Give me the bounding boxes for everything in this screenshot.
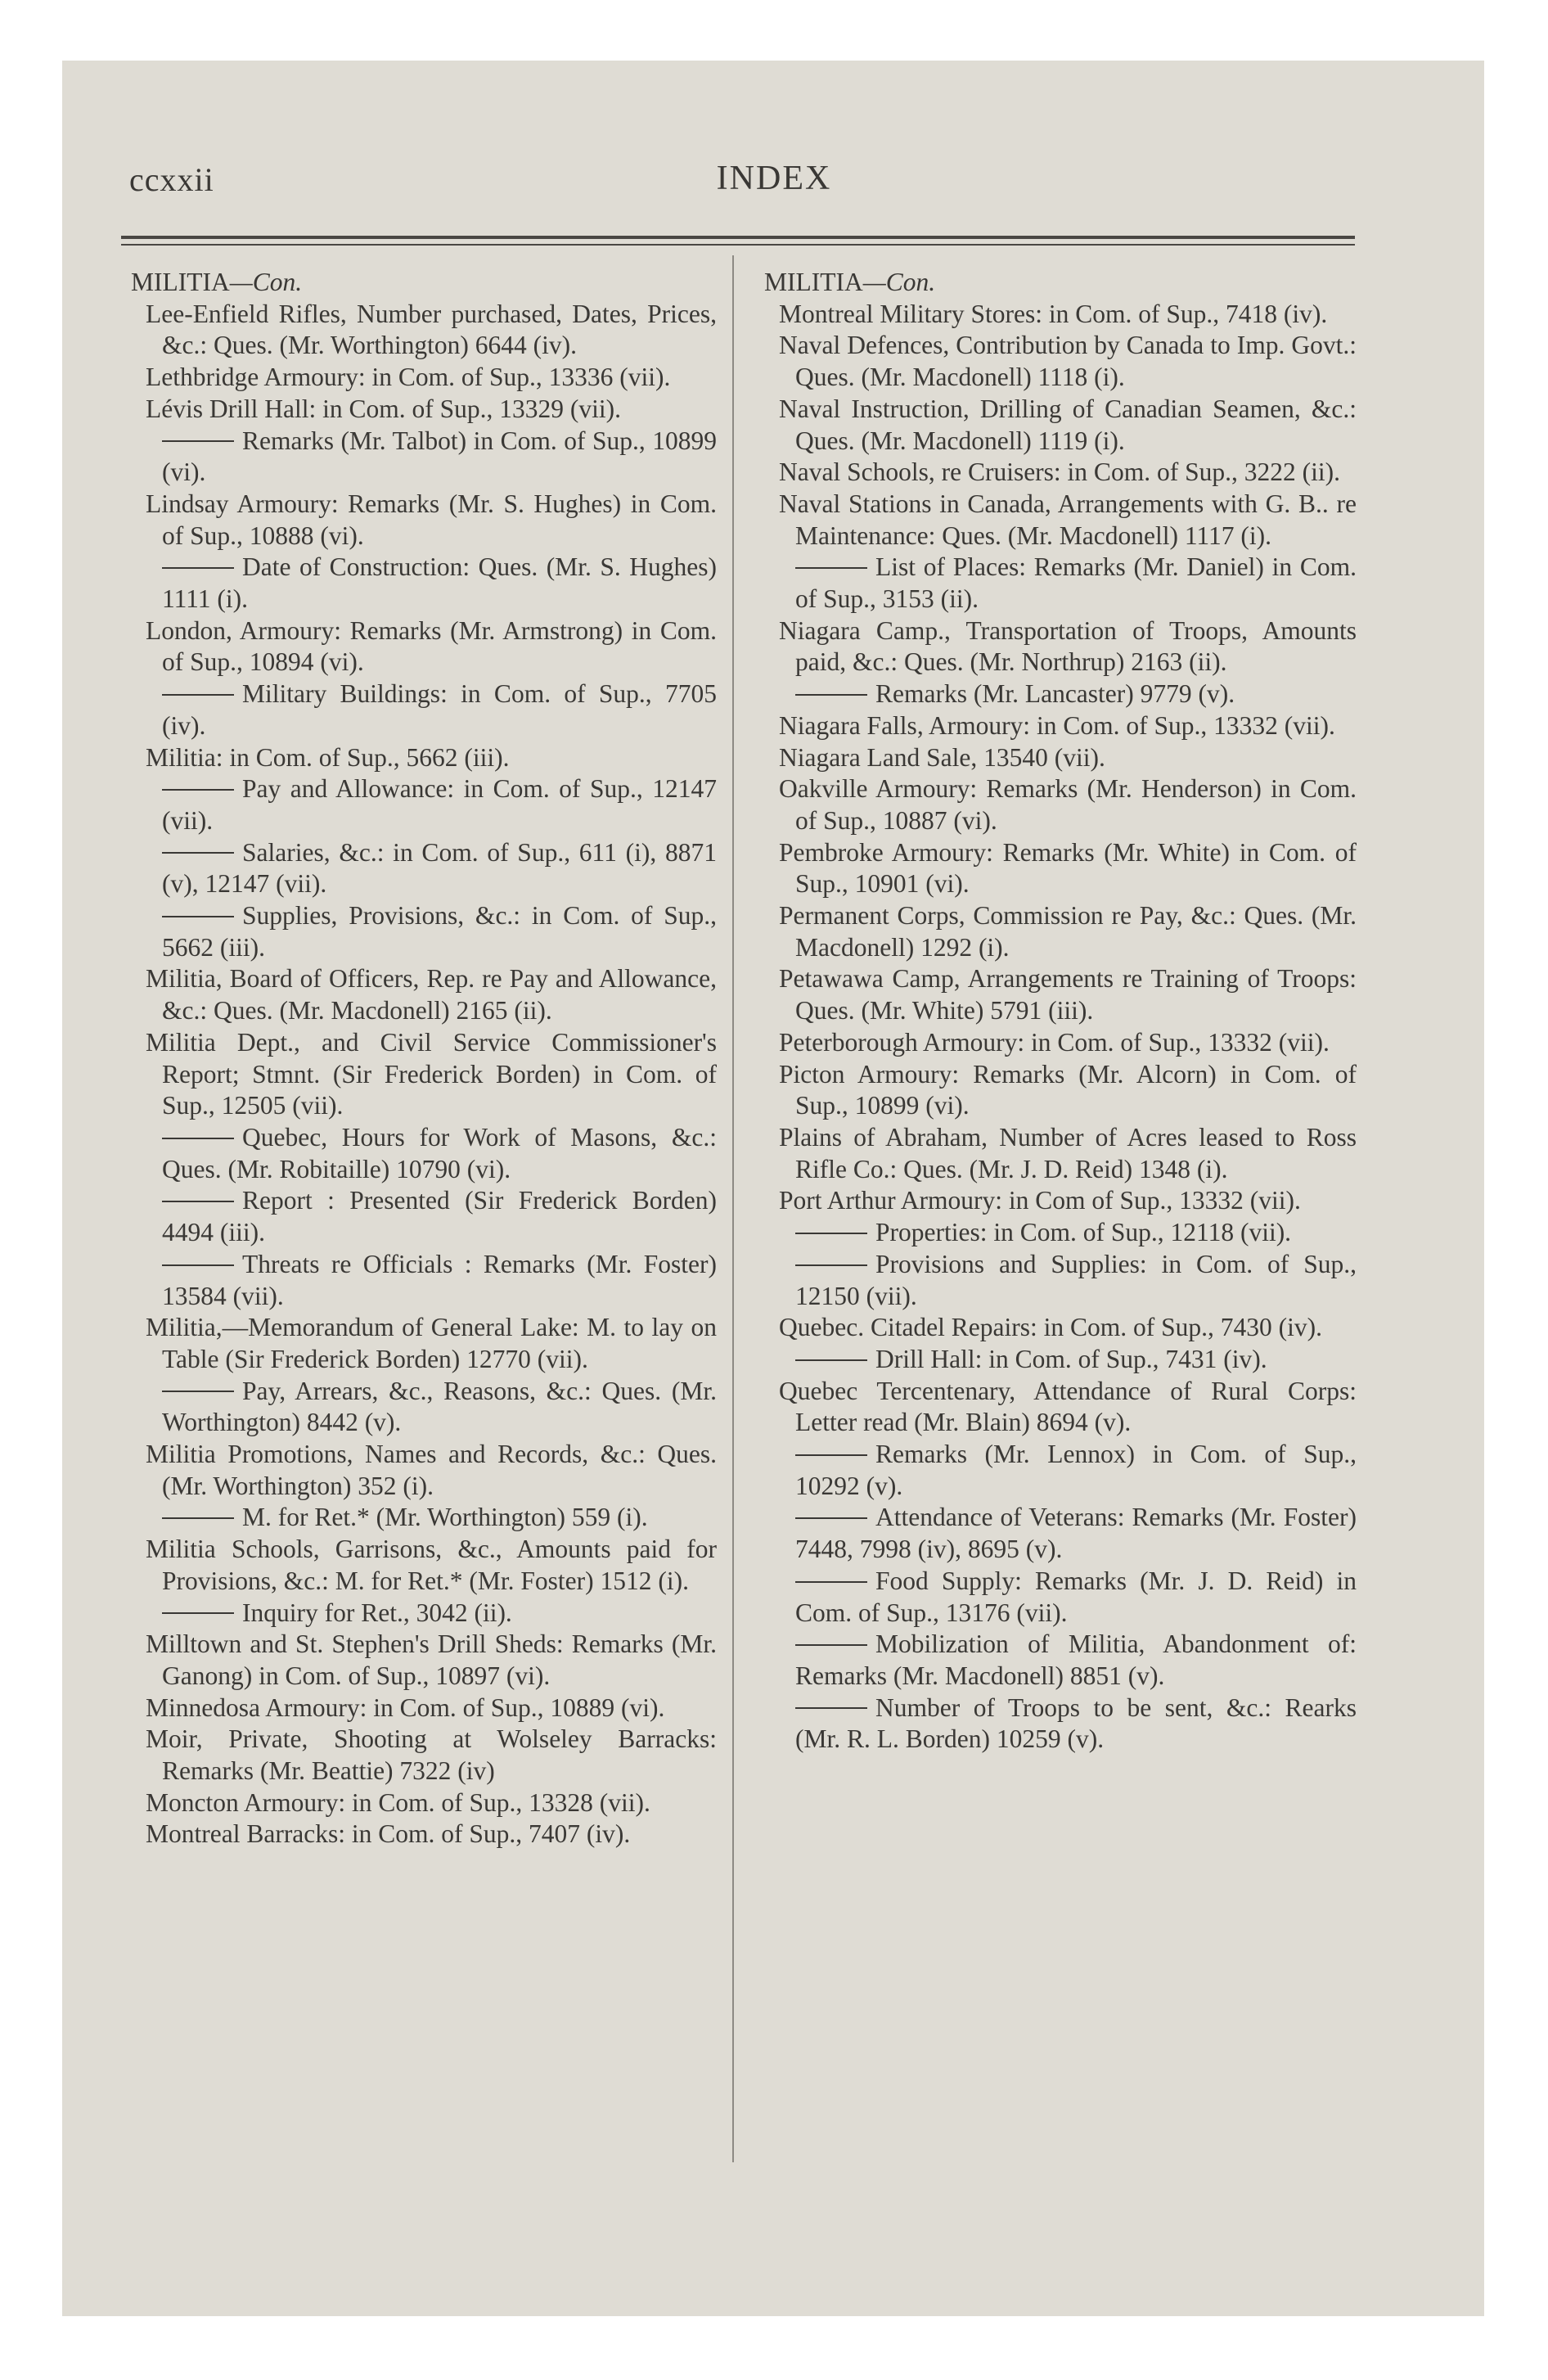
- index-entry: [131, 1439, 717, 1502]
- heading-label: MILITIA: [764, 268, 863, 296]
- ditto-dash: [795, 1264, 867, 1266]
- entry-text: Lindsay Armoury: Remarks (Mr. S. Hughes) in Com. of Sup., 10888 (vi).: [146, 489, 717, 550]
- index-subentry: [131, 1598, 717, 1629]
- ditto-dash: [795, 1233, 867, 1234]
- entry-text: Inquiry for Ret., 3042 (ii).: [242, 1598, 512, 1627]
- entry-text: Report : Presented (Sir Frederick Borden) 4494 (iii).: [162, 1186, 717, 1247]
- index-subentry: [131, 900, 717, 963]
- heading-suffix: —Con.: [229, 268, 303, 296]
- entry-text: Oakville Armoury: Remarks (Mr. Henderson) in Com. of Sup., 10887 (vi).: [779, 774, 1357, 835]
- index-subentry: [131, 1249, 717, 1312]
- index-entry: [764, 299, 1357, 331]
- index-entry: [764, 394, 1357, 457]
- index-subentry: [764, 1566, 1357, 1629]
- index-entry: [131, 963, 717, 1026]
- entry-text: Naval Schools, re Cruisers: in Com. of Sup., 3222 (ii).: [779, 458, 1340, 487]
- index-subentry: [131, 678, 717, 741]
- entry-text: Pay and Allowance: in Com. of Sup., 12147 (vii).: [162, 774, 717, 835]
- index-entry: [131, 615, 717, 678]
- index-entry: [131, 489, 717, 552]
- index-entry: [131, 1027, 717, 1122]
- entry-text: Militia Dept., and Civil Service Commissioner's Report; Stmnt. (Sir Frederick Borden) in Com. of Sup., 12505 (vii).: [146, 1027, 717, 1120]
- entry-text: Quebec, Hours for Work of Masons, &c.: Ques. (Mr. Robitaille) 10790 (vi).: [162, 1122, 717, 1183]
- entry-text: Naval Stations in Canada, Arrangements with G. B.. re Maintenance: Ques. (Mr. Macdonell) 1117 (i).: [779, 489, 1357, 550]
- ditto-dash: [162, 1264, 234, 1266]
- ditto-dash: [795, 1359, 867, 1361]
- index-entry: [131, 1819, 717, 1850]
- entry-text: Niagara Camp., Transportation of Troops, Amounts paid, &c.: Ques. (Mr. Northrup) 2163 (ii).: [779, 615, 1357, 677]
- index-entry: [764, 489, 1357, 552]
- entry-text: Drill Hall: in Com. of Sup., 7431 (iv).: [875, 1344, 1267, 1373]
- index-subentry: [131, 1376, 717, 1439]
- entry-text: Remarks (Mr. Talbot) in Com. of Sup., 10899 (vi).: [162, 426, 717, 487]
- entry-text: Pembroke Armoury: Remarks (Mr. White) in Com. of Sup., 10901 (vi).: [779, 837, 1357, 899]
- entry-text: Lee-Enfield Rifles, Number purchased, Dates, Prices, &c.: Ques. (Mr. Worthington) 6644 (iv).: [146, 299, 717, 360]
- ditto-dash: [795, 1707, 867, 1709]
- ditto-dash: [162, 694, 234, 696]
- ditto-dash: [162, 1201, 234, 1202]
- index-entry: [131, 1312, 717, 1375]
- entry-text: Lévis Drill Hall: in Com. of Sup., 13329 (vii).: [146, 394, 621, 423]
- column-divider: [732, 255, 734, 2162]
- index-subentry: [764, 678, 1357, 710]
- index-entry: [131, 1787, 717, 1819]
- index-entry: [764, 1312, 1357, 1344]
- entry-text: Provisions and Supplies: in Com. of Sup., 12150 (vii).: [795, 1249, 1357, 1310]
- entry-text: List of Places: Remarks (Mr. Daniel) in Com. of Sup., 3153 (ii).: [795, 552, 1357, 614]
- index-entry: [131, 1693, 717, 1724]
- column-heading: [764, 267, 1357, 299]
- entry-text: Moir, Private, Shooting at Wolseley Barracks: Remarks (Mr. Beattie) 7322 (iv): [146, 1724, 717, 1786]
- index-entry: [764, 742, 1357, 774]
- entry-text: Quebec. Citadel Repairs: in Com. of Sup., 7430 (iv).: [779, 1313, 1323, 1342]
- index-subentry: [131, 837, 717, 900]
- entry-text: Milltown and St. Stephen's Drill Sheds: Remarks (Mr. Ganong) in Com. of Sup., 10897 (vi).: [146, 1629, 717, 1690]
- index-subentry: [131, 552, 717, 615]
- index-subentry: [764, 1344, 1357, 1376]
- index-entry: [764, 615, 1357, 678]
- entry-text: Petawawa Camp, Arrangements re Training of Troops: Ques. (Mr. White) 5791 (iii).: [779, 964, 1357, 1025]
- heading-label: MILITIA: [131, 268, 230, 296]
- entry-text: Montreal Barracks: in Com. of Sup., 7407 (iv).: [146, 1819, 631, 1849]
- ditto-dash: [162, 1612, 234, 1614]
- index-subentry: [764, 1693, 1357, 1756]
- entry-text: Militia, Board of Officers, Rep. re Pay and Allowance, &c.: Ques. (Mr. Macdonell) 2165 (ii).: [146, 964, 717, 1025]
- running-title: INDEX: [716, 160, 832, 197]
- entry-text: Supplies, Provisions, &c.: in Com. of Sup., 5662 (iii).: [162, 901, 717, 962]
- index-entry: [764, 1027, 1357, 1059]
- entry-text: Mobilization of Militia, Abandonment of: Remarks (Mr. Macdonell) 8851 (v).: [795, 1629, 1357, 1690]
- entry-text: Peterborough Armoury: in Com. of Sup., 13332 (vii).: [779, 1027, 1330, 1057]
- column-heading: [131, 267, 717, 299]
- entry-text: Port Arthur Armoury: in Com of Sup., 13332 (vii).: [779, 1186, 1301, 1215]
- index-subentry: [131, 773, 717, 836]
- entry-text: Naval Instruction, Drilling of Canadian Seamen, &c.: Ques. (Mr. Macdonell) 1119 (i).: [779, 394, 1357, 455]
- index-entry: [131, 1534, 717, 1597]
- index-subentry: [764, 1249, 1357, 1312]
- ditto-dash: [162, 567, 234, 569]
- entry-text: Remarks (Mr. Lancaster) 9779 (v).: [875, 679, 1235, 709]
- ditto-dash: [162, 440, 234, 442]
- index-subentry: [764, 1502, 1357, 1565]
- entry-text: Date of Construction: Ques. (Mr. S. Hughes) 1111 (i).: [162, 552, 717, 614]
- entry-text: Moncton Armoury: in Com. of Sup., 13328 (vii).: [146, 1787, 650, 1817]
- ditto-dash: [162, 1517, 234, 1519]
- entry-text: London, Armoury: Remarks (Mr. Armstrong) in Com. of Sup., 10894 (vi).: [146, 615, 717, 677]
- ditto-dash: [795, 1517, 867, 1519]
- ditto-dash: [795, 567, 867, 569]
- ditto-dash: [162, 852, 234, 854]
- index-subentry: [764, 1439, 1357, 1502]
- entry-text: Properties: in Com. of Sup., 12118 (vii).: [875, 1218, 1292, 1247]
- index-subentry: [764, 1217, 1357, 1249]
- ditto-dash: [795, 1581, 867, 1583]
- index-entry: [764, 330, 1357, 393]
- index-entry: [764, 773, 1357, 836]
- page-number: ccxxii: [129, 161, 214, 198]
- index-entry: [764, 837, 1357, 900]
- entry-text: Number of Troops to be sent, &c.: Rearks (Mr. R. L. Borden) 10259 (v).: [795, 1693, 1357, 1754]
- ditto-dash: [795, 1454, 867, 1456]
- entry-text: Remarks (Mr. Lennox) in Com. of Sup., 10292 (v).: [795, 1440, 1357, 1500]
- index-entry: [764, 1122, 1357, 1185]
- entry-text: Minnedosa Armoury: in Com. of Sup., 10889 (vi).: [146, 1693, 665, 1722]
- entry-text: Militia Promotions, Names and Records, &c.: Ques. (Mr. Worthington) 352 (i).: [146, 1440, 717, 1500]
- heading-suffix: —Con.: [862, 268, 936, 296]
- ditto-dash: [795, 694, 867, 696]
- ditto-dash: [162, 789, 234, 791]
- entry-text: Montreal Military Stores: in Com. of Sup., 7418 (iv).: [779, 299, 1328, 328]
- ditto-dash: [795, 1644, 867, 1646]
- entry-text: Pay, Arrears, &c., Reasons, &c.: Ques. (Mr. Worthington) 8442 (v).: [162, 1376, 717, 1437]
- entry-text: Food Supply: Remarks (Mr. J. D. Reid) in Com. of Sup., 13176 (vii).: [795, 1566, 1357, 1627]
- entry-text: Threats re Officials : Remarks (Mr. Foster) 13584 (vii).: [162, 1249, 717, 1310]
- entry-text: Naval Defences, Contribution by Canada to Imp. Govt.: Ques. (Mr. Macdonell) 1118 (i).: [779, 331, 1357, 392]
- index-subentry: [131, 1502, 717, 1534]
- entry-text: Picton Armoury: Remarks (Mr. Alcorn) in Com. of Sup., 10899 (vi).: [779, 1059, 1357, 1120]
- entry-text: Military Buildings: in Com. of Sup., 7705 (iv).: [162, 679, 717, 740]
- entry-text: Plains of Abraham, Number of Acres leased to Ross Rifle Co.: Ques. (Mr. J. D. Reid) 1348 (i).: [779, 1122, 1357, 1183]
- index-subentry: [764, 1629, 1357, 1692]
- entry-text: M. for Ret.* (Mr. Worthington) 559 (i).: [242, 1503, 648, 1532]
- entry-text: Quebec Tercentenary, Attendance of Rural Corps: Letter read (Mr. Blain) 8694 (v).: [779, 1376, 1357, 1437]
- entry-text: Permanent Corps, Commission re Pay, &c.: Ques. (Mr. Macdonell) 1292 (i).: [779, 901, 1357, 962]
- header-rule-thick: [121, 236, 1355, 239]
- ditto-dash: [162, 916, 234, 917]
- index-entry: [764, 963, 1357, 1026]
- ditto-dash: [162, 1138, 234, 1139]
- index-entry: [764, 710, 1357, 742]
- index-entry: [764, 1059, 1357, 1122]
- header-rule-thin: [121, 244, 1355, 246]
- index-entry: [131, 1629, 717, 1692]
- left-column: [131, 267, 717, 1850]
- entry-text: Niagara Land Sale, 13540 (vii).: [779, 742, 1105, 772]
- right-column: [764, 267, 1357, 1756]
- ditto-dash: [162, 1391, 234, 1392]
- index-entry: [764, 1185, 1357, 1217]
- entry-text: Militia Schools, Garrisons, &c., Amounts paid for Provisions, &c.: M. for Ret.* (Mr. Foster) 1512 (i).: [146, 1535, 717, 1595]
- entry-text: Niagara Falls, Armoury: in Com. of Sup., 13332 (vii).: [779, 710, 1335, 740]
- index-entry: [131, 394, 717, 426]
- index-entry: [131, 1724, 717, 1787]
- index-subentry: [131, 1122, 717, 1185]
- index-subentry: [131, 426, 717, 489]
- entry-text: Attendance of Veterans: Remarks (Mr. Foster) 7448, 7998 (iv), 8695 (v).: [795, 1503, 1357, 1564]
- entry-text: Militia: in Com. of Sup., 5662 (iii).: [146, 742, 510, 772]
- index-entry: [764, 1376, 1357, 1439]
- index-entry: [764, 900, 1357, 963]
- index-subentry: [764, 552, 1357, 615]
- entry-text: Salaries, &c.: in Com. of Sup., 611 (i), 8871 (v), 12147 (vii).: [162, 837, 717, 899]
- index-entry: [131, 299, 717, 362]
- entry-text: Militia,—Memorandum of General Lake: M. to lay on Table (Sir Frederick Borden) 12770 (vii).: [146, 1313, 717, 1373]
- index-entry: [764, 457, 1357, 489]
- index-subentry: [131, 1185, 717, 1248]
- entry-text: Lethbridge Armoury: in Com. of Sup., 13336 (vii).: [146, 363, 671, 392]
- index-entry: [131, 362, 717, 394]
- index-entry: [131, 742, 717, 774]
